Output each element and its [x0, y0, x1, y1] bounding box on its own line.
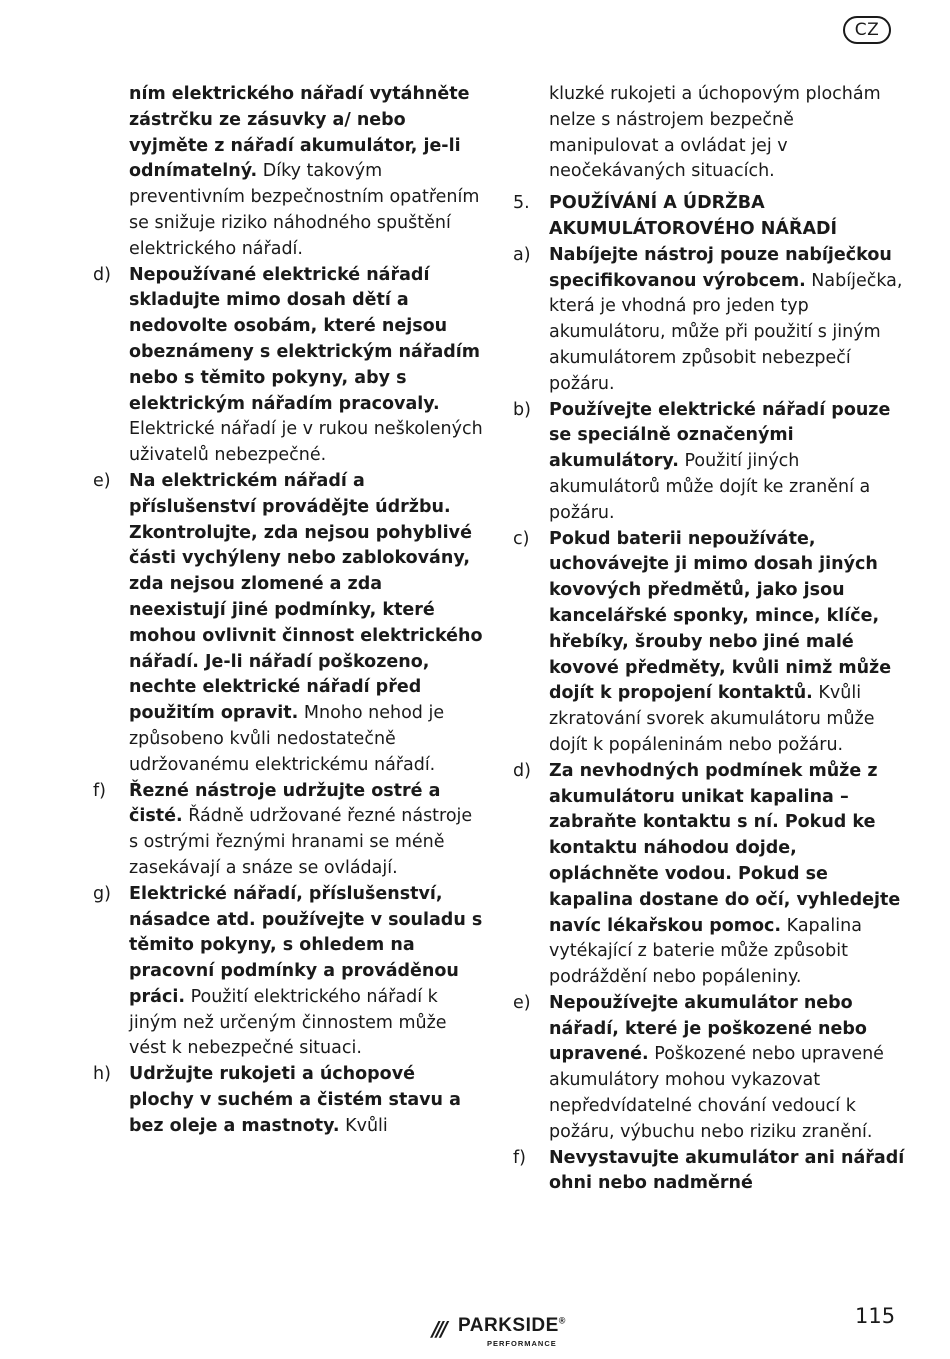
- list-bold-text: Pokud baterii nepoužíváte, uchovávejte ji mimo dosah jiných kovových předmětů, jako jsou kancelářské sponky, mince, klíče, hřebíky, šrouby nebo jiné malé kovové předměty, kvůli nimž může dojít k propojení kontaktů.: [549, 528, 892, 704]
- list-bold-text: Za nevhodných podmínek může z akumulátoru unikat kapalina – zabraňte kontaktu s ní. Pokud ke kontaktu náhodou dojde, opláchněte vodou. Pokud se kapalina dostane do očí, vyhledejte navíc lékařskou pomoc.: [549, 760, 901, 936]
- list-label: f): [93, 780, 106, 801]
- list-bold-text: Elektrické nářadí, příslušenství, násadce atd. používejte v souladu s těmito pokyny, s ohledem na pracovní podmínky a prováděnou práci.: [129, 883, 483, 1007]
- section-heading: [513, 191, 905, 243]
- continued-bold-text: ním elektrického nářadí vytáhněte zástrčku ze zásuvky a/ nebo vyjměte z nářadí akumulátor, je-li odnímatelný.: [129, 84, 470, 182]
- list-label: d): [93, 264, 111, 285]
- list-label: b): [513, 399, 531, 420]
- list-text: Elektrické nářadí je v rukou neškolených uživatelů nebezpečné.: [129, 419, 483, 466]
- list-label: e): [93, 470, 111, 491]
- list-label: a): [513, 244, 531, 265]
- list-text: Mnoho nehod je způsobeno kvůli nedostatečně udržovanému elektrickému nářadí.: [129, 703, 445, 775]
- list-label: f): [513, 1147, 526, 1168]
- list-item-f: [93, 779, 483, 882]
- continued-text: kluzké rukojeti a úchopovým plochám nelze s nástrojem bezpečně manipulovat a ovládat jej v neočekávaných situacích.: [549, 84, 881, 182]
- list-label: c): [513, 528, 530, 549]
- list-text: Kvůli: [345, 1115, 388, 1136]
- logo-brand: PARKSIDE®: [458, 1315, 566, 1336]
- list-item-h: [93, 1062, 483, 1139]
- language-badge: CZ: [843, 16, 891, 44]
- list-text: Použití elektrického nářadí k jiným než určeným činnostem může vést k nebezpečné situaci.: [129, 986, 447, 1059]
- list-text: Použití jiných akumulátorů může dojít ke zranění a požáru.: [549, 451, 871, 523]
- list-item-d: [513, 759, 905, 991]
- parkside-logo: [432, 1313, 592, 1349]
- list-bold-text: Udržujte rukojeti a úchopové plochy v suchém a čistém stavu a bez oleje a mastnoty.: [129, 1064, 461, 1136]
- list-bold-text: Používejte elektrické nářadí pouze se speciálně označenými akumulátory.: [549, 399, 891, 472]
- left-column: [93, 82, 483, 1140]
- right-column: [513, 82, 905, 1197]
- list-bold-text: Nepoužívejte akumulátor nebo nářadí, které je poškozené nebo upravené.: [549, 992, 867, 1065]
- list-bold-text: Nepoužívané elektrické nářadí skladujte mimo dosah dětí a nedovolte osobám, které nejsou obeznámeny s elektrickým nářadím nebo s těmito pokyny, aby s elektrickým nářadím pracovaly.: [129, 264, 481, 414]
- section-title: POUŽÍVÁNÍ A ÚDRŽBA AKUMULÁTOROVÉHO NÁŘADÍ: [549, 193, 838, 239]
- list-bold-text: Nevystavujte akumulátor ani nářadí ohni nebo nadměrné: [549, 1147, 905, 1194]
- list-label: e): [513, 992, 531, 1013]
- logo-slashes: ///: [432, 1317, 445, 1341]
- list-item-b: [513, 398, 905, 527]
- list-item-g: [93, 882, 483, 1063]
- list-item-e: [93, 469, 483, 779]
- logo-subtitle: PERFORMANCE: [487, 1339, 557, 1348]
- list-item-c: [513, 527, 905, 759]
- continued-paragraph: [93, 82, 483, 263]
- section-number: 5.: [513, 193, 530, 214]
- continued-text: Díky takovým preventivním bezpečnostním opatřením se snižuje riziko náhodného spuštění elektrického nářadí.: [129, 161, 480, 259]
- list-text: Nabíječka, která je vhodná pro jeden typ akumulátoru, může při použití s jiným akumulátorem způsobit nebezpečí požáru.: [549, 270, 903, 394]
- list-label: h): [93, 1064, 111, 1085]
- page-number: 115: [855, 1304, 896, 1328]
- continued-paragraph: [513, 82, 905, 185]
- list-text: Řádně udržované řezné nástroje s ostrými řeznými hranami se méně zasekávají a snáze se ovládají.: [129, 806, 473, 878]
- list-label: g): [93, 883, 111, 904]
- list-bold-text: Řezné nástroje udržujte ostré a čisté.: [129, 780, 441, 827]
- list-bold-text: Nabíjejte nástroj pouze nabíječkou specifikovanou výrobcem.: [549, 244, 892, 291]
- list-label: d): [513, 760, 531, 781]
- list-text: Poškozené nebo upravené akumulátory mohou vykazovat nepředvídatelné chování vedoucí k požáru, výbuchu nebo riziku zranění.: [549, 1044, 884, 1142]
- list-item-a: [513, 243, 905, 398]
- list-item-d: [93, 263, 483, 469]
- list-item-f: [513, 1146, 905, 1198]
- list-text: Kvůli zkratování svorek akumulátoru může dojít k popáleninám nebo požáru.: [549, 683, 875, 755]
- list-text: Kapalina vytékající z baterie může způsobit podráždění nebo popáleniny.: [549, 915, 862, 988]
- list-item-e: [513, 991, 905, 1146]
- list-bold-text: Na elektrickém nářadí a příslušenství provádějte údržbu. Zkontrolujte, zda nejsou pohyblivé části vychýleny nebo zablokovány, zda nejsou zlomené a zda neexistují jiné podmínky, které mohou ovlivnit činnost elektrického nářadí. Je-li nářadí poškozeno, nechte elektrické nářadí před použitím opravit.: [129, 470, 483, 724]
